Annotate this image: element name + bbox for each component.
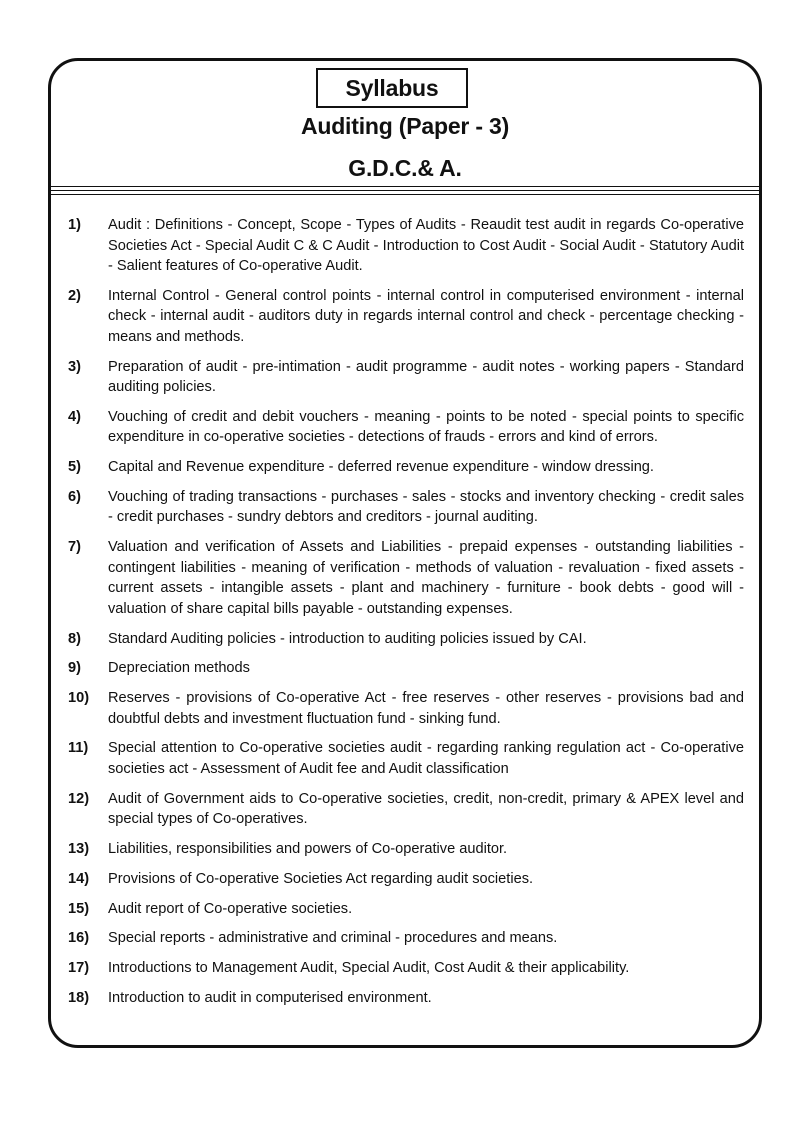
item-text: Introduction to audit in computerised environment. bbox=[108, 990, 432, 1007]
item-text: Vouching of trading transactions - purchases - sales - stocks and inventory checking - credit sales - credit purchases - sundry debtors and creditors - journal auditing. bbox=[108, 488, 744, 526]
syllabus-item bbox=[68, 215, 744, 277]
item-text: Capital and Revenue expenditure - deferred revenue expenditure - window dressing. bbox=[108, 459, 654, 476]
syllabus-item bbox=[68, 869, 744, 890]
syllabus-item bbox=[68, 487, 744, 528]
item-number: 15) bbox=[68, 900, 90, 917]
item-number: 7) bbox=[68, 539, 81, 556]
syllabus-item bbox=[68, 629, 744, 650]
header-divider bbox=[50, 190, 760, 191]
syllabus-item bbox=[68, 537, 744, 619]
item-text: Special attention to Co-operative societies audit - regarding ranking regulation act - Co-operative societies act - Assessment of Audit fee and Audit classification bbox=[108, 740, 744, 777]
item-number: 4) bbox=[68, 408, 81, 425]
item-text: Reserves - provisions of Co-operative Act - free reserves - other reserves - provisions bad and doubtful debts and investment fluctuation fund - sinking fund. bbox=[108, 690, 744, 727]
item-text: Provisions of Co-operative Societies Act regarding audit societies. bbox=[108, 870, 534, 887]
item-number: 10) bbox=[68, 690, 90, 707]
item-number: 2) bbox=[68, 287, 81, 304]
syllabus-item bbox=[68, 789, 744, 830]
item-number: 5) bbox=[68, 459, 81, 476]
syllabus-item bbox=[68, 899, 744, 920]
syllabus-item bbox=[68, 658, 744, 679]
item-number: 3) bbox=[68, 358, 81, 375]
item-number: 1) bbox=[68, 217, 81, 233]
syllabus-item bbox=[68, 688, 744, 729]
syllabus-item bbox=[68, 958, 744, 979]
item-number: 16) bbox=[68, 930, 90, 947]
item-number: 6) bbox=[68, 488, 81, 505]
syllabus-item bbox=[68, 357, 744, 398]
syllabus-item bbox=[68, 457, 744, 478]
item-text: Audit : Definitions - Concept, Scope - Types of Audits - Reaudit test audit in regards Co-operative Societies Act - Special Audit C & C Audit - Introduction to Cost Audit - Social Audit - Statutory Audit - Salient features of Co-operative Audit. bbox=[108, 217, 744, 274]
header-divider bbox=[50, 186, 760, 187]
item-number: 9) bbox=[68, 660, 81, 677]
syllabus-item bbox=[68, 286, 744, 348]
item-text: Liabilities, responsibilities and powers of Co-operative auditor. bbox=[108, 841, 508, 858]
course-title: G.D.C.& A. bbox=[348, 155, 462, 181]
item-number: 12) bbox=[68, 790, 90, 807]
item-text: Special reports - administrative and criminal - procedures and means. bbox=[108, 930, 558, 947]
item-number: 17) bbox=[68, 960, 90, 977]
syllabus-list bbox=[68, 215, 744, 1018]
syllabus-item bbox=[68, 928, 744, 949]
header-divider bbox=[50, 194, 760, 195]
paper-title: Auditing (Paper - 3) bbox=[300, 113, 510, 139]
item-text: Introductions to Management Audit, Special Audit, Cost Audit & their applicability. bbox=[108, 960, 630, 977]
item-number: 13) bbox=[68, 841, 90, 858]
item-text: Preparation of audit - pre-intimation - audit programme - audit notes - working papers - Standard auditing policies. bbox=[108, 358, 744, 396]
item-text: Vouching of credit and debit vouchers - meaning - points to be noted - special points to specific expenditure in co-operative societies - detections of frauds - errors and kind of errors. bbox=[108, 408, 744, 446]
item-text: Audit report of Co-operative societies. bbox=[108, 900, 353, 917]
item-text: Standard Auditing policies - introduction to auditing policies issued by CAI. bbox=[108, 630, 587, 647]
item-number: 8) bbox=[68, 630, 81, 647]
item-text: Audit of Government aids to Co-operative societies, credit, non-credit, primary & APEX level and special types of Co-operatives. bbox=[108, 790, 744, 828]
item-number: 11) bbox=[68, 740, 89, 757]
syllabus-item bbox=[68, 988, 744, 1009]
item-number: 18) bbox=[68, 990, 90, 1007]
item-text: Valuation and verification of Assets and Liabilities - prepaid expenses - outstanding liabilities - contingent liabilities - meaning of verification - methods of valuation - revaluation - fixed assets - current assets - intangible assets - plant and machinery - furniture - book debts - good will - valuation of share capital bills payable - outstanding expenses. bbox=[108, 539, 744, 617]
item-number: 14) bbox=[68, 870, 90, 887]
item-text: Internal Control - General control points - internal control in computerised environment - internal check - internal audit - auditors duty in regards internal control and check - percentage checking - means and methods. bbox=[108, 287, 744, 345]
syllabus-item bbox=[68, 839, 744, 860]
syllabus-item bbox=[68, 407, 744, 448]
syllabus-item bbox=[68, 738, 744, 779]
item-text: Depreciation methods bbox=[108, 660, 250, 677]
syllabus-title: Syllabus bbox=[316, 68, 468, 108]
